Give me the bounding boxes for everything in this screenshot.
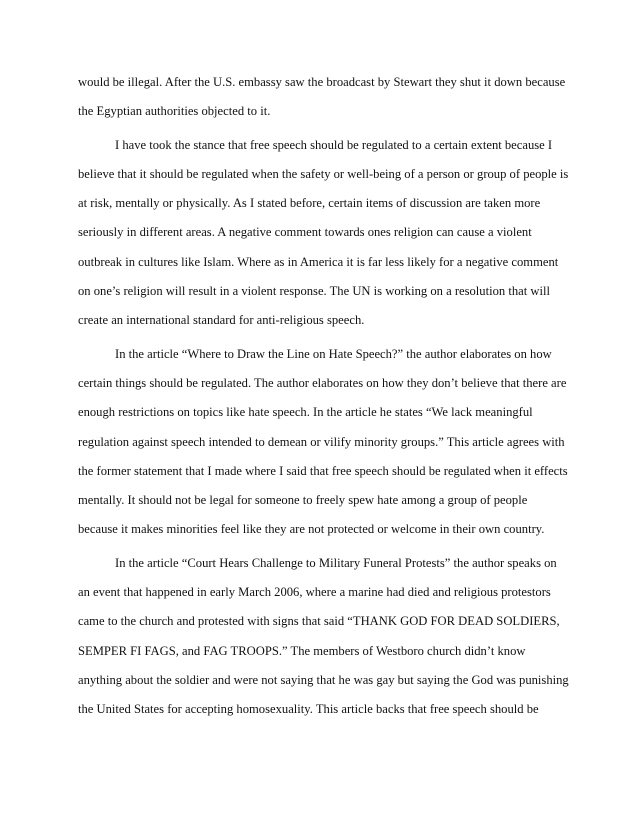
text-line: I have took the stance that free speech should be regulated to a certain extent because I: [115, 137, 553, 152]
text-line: believe that it should be regulated when the safety or well-being of a person or group of people is: [78, 166, 569, 181]
paragraph-2: [78, 131, 568, 336]
text-line: certain things should be regulated. The author elaborates on how they don’t believe that there are: [78, 375, 567, 390]
text-line: the United States for accepting homosexuality. This article backs that free speech should be: [78, 702, 539, 717]
document-body: [78, 68, 568, 725]
text-line: regulation against speech intended to demean or vilify minority groups.” This article agrees with: [78, 434, 565, 449]
text-line: an event that happened in early March 2006, where a marine had died and religious protestors: [78, 585, 551, 600]
paragraph-1: [78, 68, 568, 127]
text-line: mentally. It should not be legal for someone to freely spew hate among a group of people: [78, 493, 528, 508]
text-line: In the article “Where to Draw the Line on Hate Speech?” the author elaborates on how: [115, 346, 552, 361]
text-line: the Egyptian authorities objected to it.: [78, 104, 271, 119]
text-line: create an international standard for anti-religious speech.: [78, 313, 365, 328]
text-line: In the article “Court Hears Challenge to Military Funeral Protests” the author speaks on: [115, 555, 557, 570]
paragraph-3: [78, 340, 568, 545]
text-line: anything about the soldier and were not saying that he was gay but saying the God was punishing: [78, 672, 569, 687]
text-line: at risk, mentally or physically. As I stated before, certain items of discussion are taken more: [78, 196, 541, 211]
text-line: on one’s religion will result in a violent response. The UN is working on a resolution that will: [78, 284, 550, 299]
paragraph-4: [78, 549, 568, 725]
text-line: came to the church and protested with signs that said “THANK GOD FOR DEAD SOLDIERS,: [78, 614, 560, 629]
text-line: seriously in different areas. A negative comment towards ones religion can cause a violent: [78, 225, 532, 240]
text-line: outbreak in cultures like Islam. Where as in America it is far less likely for a negative comment: [78, 254, 559, 269]
text-line: SEMPER FI FAGS, and FAG TROOPS.” The members of Westboro church didn’t know: [78, 643, 526, 658]
text-line: because it makes minorities feel like they are not protected or welcome in their own country.: [78, 522, 545, 537]
text-line: enough restrictions on topics like hate speech. In the article he states “We lack meaningful: [78, 405, 533, 420]
text-line: the former statement that I made where I said that free speech should be regulated when it effects: [78, 463, 568, 478]
text-line: would be illegal. After the U.S. embassy saw the broadcast by Stewart they shut it down because: [78, 75, 566, 89]
